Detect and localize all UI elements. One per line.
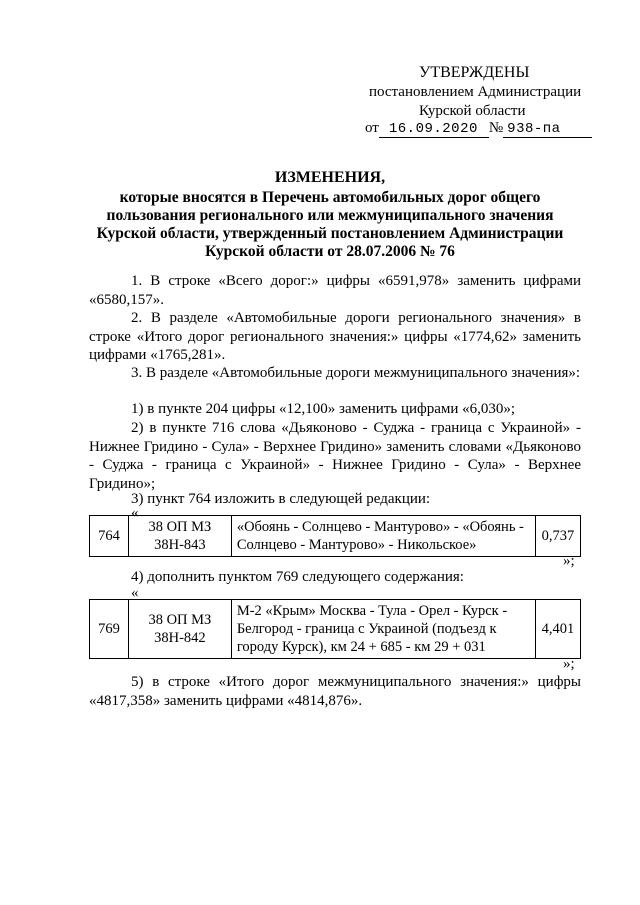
date-prefix: от: [365, 120, 379, 136]
subitem-5: 5) в строке «Итого дорог межмуниципального значения:» цифры «4817,358» заменить цифрами «4814,876».: [89, 674, 581, 709]
road-name: «Обоянь - Солнцево - Мантурово» - «Обоянь - Солнцево - Мантурово» - Никольское»: [231, 516, 535, 557]
item-1: 1. В строке «Всего дорог:» цифры «6591,978» заменить цифрами «6580,157».: [89, 273, 581, 308]
table-row: [90, 516, 581, 557]
approval-line1: постановлением Администрации: [369, 84, 582, 100]
heading-line-2: пользования регионального или межмуниципального значения: [106, 207, 554, 224]
approval-date: 16.09.2020: [388, 121, 478, 137]
approval-title: УТВЕРЖДЕНЫ: [419, 64, 530, 81]
road-code: [128, 516, 231, 557]
subitem-4: 4) дополнить пунктом 769 следующего содержания:: [131, 569, 464, 585]
quote-open-764: «: [131, 505, 139, 521]
item-3: 3. В разделе «Автомобильные дороги межмуниципального значения»:: [131, 365, 581, 381]
item-2: 2. В разделе «Автомобильные дороги регионального значения» в строке «Итого дорог регионального значения:» цифры «1774,62» заменить цифрами «1765,281».: [89, 310, 581, 363]
approval-dateline: [365, 120, 592, 138]
road-length: 0,737: [535, 516, 580, 557]
road-length: 4,401: [535, 600, 580, 659]
row-number: 764: [90, 516, 129, 557]
subitem-2: 2) в пункте 716 слова «Дьяконово - Суджа - граница с Украиной» - Нижнее Гридино - Сула» - Верхнее Гридино» заменить словами «Дьяконово - Суджа - граница с Украиной» - Нижнее Гридино - Сула» - Верхнее Гридино»;: [89, 420, 581, 492]
table-764: [89, 515, 581, 557]
road-code-1: 38 ОП МЗ: [148, 612, 212, 628]
road-code: [128, 600, 231, 659]
quote-close-769: »;: [563, 656, 575, 672]
document-title: ИЗМЕНЕНИЯ,: [274, 169, 386, 186]
row-number: 769: [90, 600, 129, 659]
quote-close-764: »;: [563, 553, 575, 569]
subitem-1: 1) в пункте 204 цифры «12,100» заменить цифрами «6,030»;: [131, 401, 516, 417]
heading-line-3: Курской области, утвержденный постановлением Администрации: [96, 225, 564, 242]
table-row: [90, 600, 581, 659]
road-code-2: 38Н-842: [154, 630, 206, 646]
approval-line2: Курской области: [419, 103, 526, 119]
number-prefix: №: [488, 120, 504, 136]
heading-line-4: Курской области от 28.07.2006 № 76: [205, 243, 455, 260]
heading-line-1: которые вносятся в Перечень автомобильных дорог общего: [119, 189, 541, 206]
road-code-1: 38 ОП МЗ: [148, 519, 212, 535]
table-769: [89, 599, 581, 659]
road-code-2: 38Н-843: [154, 537, 206, 553]
road-name: М-2 «Крым» Москва - Тула - Орел - Курск - Белгород - граница с Украиной (подъезд к городу Курск), км 24 + 685 - км 29 + 031: [231, 600, 535, 659]
approval-number: 938-па: [507, 121, 561, 137]
subitem-3: 3) пункт 764 изложить в следующей редакции:: [131, 491, 431, 507]
quote-open-769: «: [131, 585, 139, 601]
